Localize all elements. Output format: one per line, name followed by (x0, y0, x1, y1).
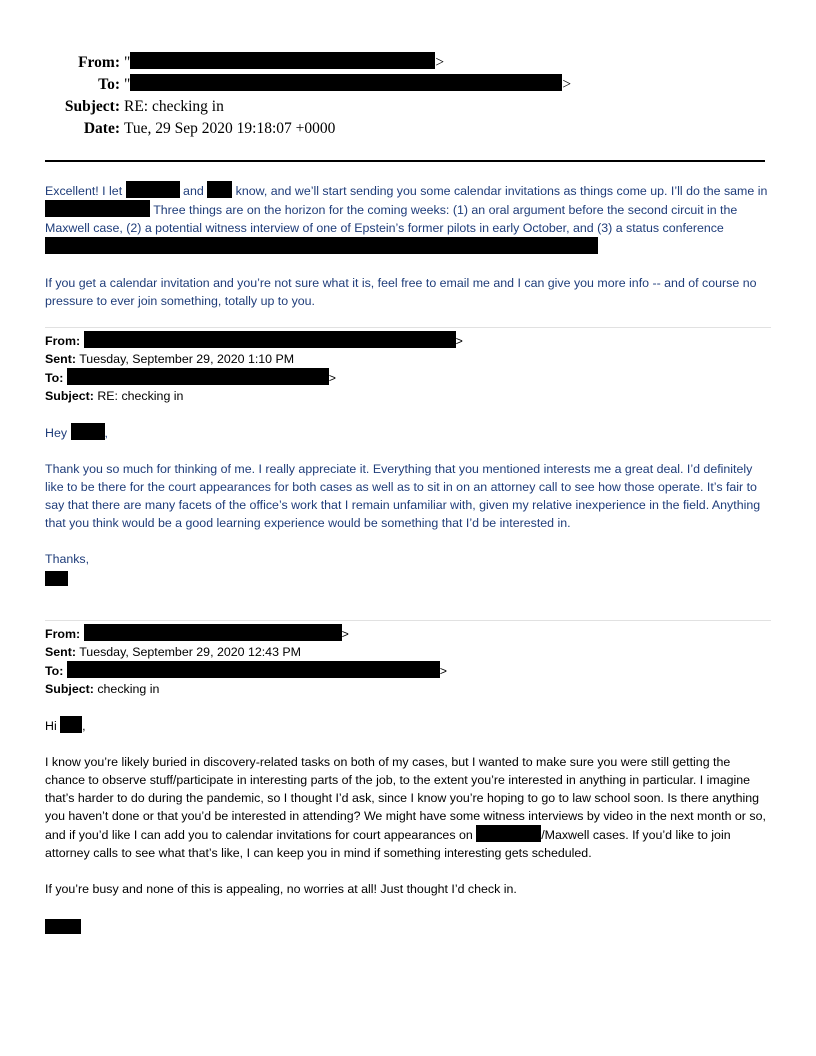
msg3-to-label: To: (45, 664, 64, 678)
redaction-block (71, 423, 105, 440)
header-date-value: Tue, 29 Sep 2020 19:18:07 +0000 (124, 120, 336, 137)
msg2-from-row (45, 331, 773, 350)
msg3-sent-row (45, 643, 773, 661)
msg3-greeting (45, 716, 773, 735)
msg3-sent-label: Sent: (45, 645, 76, 659)
redaction-block (45, 237, 598, 254)
msg2-greeting-text: Hey (45, 426, 68, 440)
msg2-from-label: From: (45, 334, 81, 348)
msg3-subject-value: checking in (97, 682, 160, 696)
original-message (45, 624, 773, 936)
message-separator (45, 620, 771, 621)
redaction-block (45, 200, 150, 217)
forwarded-message-2 (45, 331, 773, 588)
redaction-block (84, 331, 456, 348)
msg2-sent-value: Tuesday, September 29, 2020 1:10 PM (79, 352, 295, 366)
msg2-sent-label: Sent: (45, 352, 76, 366)
msg2-to-row (45, 368, 773, 387)
redaction-block (84, 624, 342, 641)
redaction-block (476, 825, 541, 842)
msg2-subject-value: RE: checking in (97, 389, 184, 403)
reply-text: know, and we’ll start sending you some calendar invitations as things come up. I’ll do the same in (235, 184, 768, 198)
msg3-greeting-text: Hi (45, 719, 57, 733)
header-from-suffix: > (435, 54, 445, 71)
header-to-label: To: (98, 76, 120, 93)
message-separator (45, 327, 771, 328)
reply-text: Three things are on the horizon for the coming weeks: (1) an oral argument before the second circuit in the Maxwell case, (2) a potential witness interview of one of Epstein’s former pilots in early October, and (3) a status conference (45, 203, 738, 235)
header-from-label: From: (78, 54, 120, 71)
msg3-sent-value: Tuesday, September 29, 2020 12:43 PM (79, 645, 301, 659)
msg2-body: Thank you so much for thinking of me. I really appreciate it. Everything that you mentioned interests me a great deal. I’d definitely like to be there for the court appearances for both cases as well as to sit in on an attorney call to see how those operate. It’s fair to say that there are many facets of the office’s work that I remain unfamiliar with, given my relative inexperience in the field. Anything that you think would be a good learning experience would be something that I’d be interested in. (45, 462, 761, 530)
header-subject-row (40, 96, 571, 118)
redaction-block (45, 919, 81, 934)
msg2-from-suffix: > (455, 334, 463, 348)
msg3-subject-label: Subject: (45, 682, 94, 696)
msg2-to-suffix: > (328, 371, 337, 385)
reply-text: Excellent! I let (45, 184, 123, 198)
header-date-row (40, 118, 571, 140)
msg2-to-label: To: (45, 371, 64, 385)
header-to-row (40, 74, 571, 96)
msg2-subject-label: Subject: (45, 389, 94, 403)
msg3-body-text: I know you’re likely buried in discovery-related tasks on both of my cases, but I wanted to make sure you were still getting the chance to observe stuff/participate in interesting parts of the job, to the extent you’re interested in anything in particular. I imagine that’s harder to do during the pandemic, so I thought I’d ask, since I know you’re hoping to go to law school soon. Is there anything you haven’t done or that you’d be interested in attending? We might have some witness interviews by video in the next month or so, and if you’d like I can add you to calendar invitations for court appearances on (45, 755, 766, 842)
header-to-suffix: > (562, 76, 572, 93)
reply-text: and (183, 184, 204, 198)
msg3-closing: If you’re busy and none of this is appealing, no worries at all! Just thought I’d check in. (45, 882, 517, 896)
header-from-prefix: " (124, 54, 131, 71)
msg3-to-row (45, 661, 773, 680)
msg3-from-label: From: (45, 627, 81, 641)
msg3-from-suffix: > (341, 627, 349, 641)
header-to-prefix: " (124, 76, 131, 93)
msg3-to-suffix: > (439, 664, 448, 678)
msg2-sent-row (45, 350, 773, 368)
redaction-block (126, 181, 180, 198)
header-subject-value: RE: checking in (124, 98, 224, 115)
msg2-greeting-punct: , (104, 426, 108, 440)
msg3-subject-row (45, 680, 773, 698)
redaction-block (67, 661, 440, 678)
redaction-block (207, 181, 232, 198)
reply-message (45, 181, 773, 310)
msg3-body-text: /Maxwell cases. If you’d like to join attorney calls to see what that’s like, I can keep you in mind if something interesting gets scheduled. (45, 828, 731, 860)
header-subject-label: Subject: (64, 98, 120, 115)
redaction-block (45, 571, 68, 586)
msg3-body (45, 753, 773, 862)
header-date-label: Date: (83, 120, 120, 137)
msg2-greeting (45, 423, 773, 442)
header-from-row (40, 52, 571, 74)
redaction-block (130, 74, 562, 91)
redaction-block (60, 716, 82, 733)
reply-paragraph-1 (45, 181, 773, 256)
redaction-block (67, 368, 329, 385)
email-header (40, 52, 571, 140)
msg2-subject-row (45, 387, 773, 405)
reply-paragraph-2: If you get a calendar invitation and you’re not sure what it is, feel free to email me and I can give you more info -- and of course no pressure to ever join something, totally up to you. (45, 276, 757, 308)
msg3-from-row (45, 624, 773, 643)
header-divider (45, 160, 765, 162)
msg3-greeting-punct: , (82, 719, 86, 733)
msg2-signoff: Thanks, (45, 552, 90, 566)
redaction-block (130, 52, 435, 69)
